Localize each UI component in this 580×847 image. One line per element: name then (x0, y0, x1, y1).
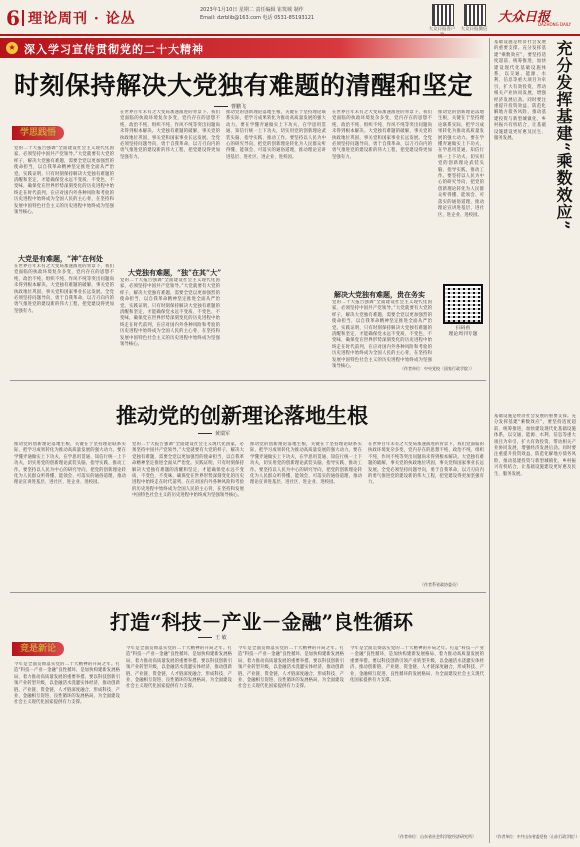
article3-author (198, 634, 227, 641)
wechat-qr-icon[interactable] (464, 4, 486, 26)
article1-col2b-text: 党的二十大报告强调“全面建设社会主义现代化国家，必须坚持中国共产党领导。”大党就要有大党的样子，解决大党独有难题，需要全党以更加强烈的使命担当，以自我革命精神坚定推进全面从严治党。实践证明，只有时刻保持解决大党独有难题的清醒和坚定，才能确保党永远不变质、不变色、不变味，确保党在世界形势深刻变化的历史进程中始终走在时代前列，在应对国内外各种风险和考验的历史进程中始终成为全国人民的主心骨，在坚持和发展中国特色社会主义的历史进程中始终成为坚强领导核心。 (120, 278, 220, 348)
wechat-qr-block[interactable] (460, 4, 488, 32)
client-qr-icon[interactable] (432, 4, 454, 26)
article1-col1-text: 党的二十大报告强调“全面建设社会主义现代化国家，必须坚持中国共产党领导。”大党就要有大党的样子，解决大党独有难题，需要全党以更加强烈的使命担当，以自我革命精神坚定推进全面从严治党。实践证明，只有时刻保持解决大党独有难题的清醒和坚定，才能确保党永远不变质、不变色、不变味，确保党在世界形势深刻变化的历史进程中始终走在时代前列，在应对国内外各种风险和考验的历史进程中始终成为全国人民的主心骨，在坚持和发展中国特色社会主义的历史进程中始终成为坚强领导核心。 (14, 146, 114, 216)
article1-author-name: 曹鹏飞 (231, 104, 247, 110)
edition-meta (200, 6, 380, 22)
article2-author (198, 430, 230, 437)
theme-banner-text: 深入学习宣传贯彻党的二十大精神 (24, 43, 204, 56)
article2-col4-text: 在世界百年未有之大变局加速演进的背景下，我们党面临的执政环境复杂多变，党内存在的思想不纯、政治不纯、组织不纯、作风不纯等突出问题尚未得到根本解决。大党独有难题的破解，事关党的执政地位巩固，事关党和国家事业长远发展。全党必须坚持问题导向，勇于自我革命，以刀刃向内的勇气推进党的建设新的伟大工程，把党建设得更加坚强有力。 (368, 442, 484, 486)
sidebar-col1-text: 基础设施是经济社会发展的重要支撑。充分发挥基建“乘数效应”，要坚持适度超前、统筹推进，加快建设现代化基础设施体系，以交通、能源、水利、信息等重大项目为牵引，扩大有效投资，带动相关产业协同发展，增强经济发展后劲。同时要注重提升投资效益，防范化解地方债务风险，推动基建投资与新型城镇化、乡村振兴有机结合，让基础设施建设更好惠及民生、服务发展。 (494, 40, 546, 142)
article1-title: 时刻保持解决大党独有难题的清醒和坚定 (14, 71, 474, 100)
article1-column-tag: 学思践悟 (12, 126, 64, 140)
special-topic-qr-pattern (445, 286, 481, 322)
wechat-qr-caption: 大众日报微信 (460, 27, 488, 32)
page-number-divider (22, 10, 24, 26)
author-dash (214, 106, 228, 107)
author-dash (198, 637, 212, 638)
special-topic-qr-caption: 扫码看 理论周刊专题 (448, 326, 478, 337)
article3-byline: （作者单位：山东省社会科学院经济研究所） (396, 834, 476, 839)
article1-col4b-text: 党的二十大报告强调“全面建设社会主义现代化国家，必须坚持中国共产党领导。”大党就要有大党的样子，解决大党独有难题，需要全党以更加强烈的使命担当，以自我革命精神坚定推进全面从严治党。实践证明，只有时刻保持解决大党独有难题的清醒和坚定，才能确保党永远不变质、不变色、不变味，确保党在世界形势深刻变化的历史进程中始终走在时代前列，在应对国内外各种风险和考验的历史进程中始终成为全国人民的主心骨，在坚持和发展中国特色社会主义的历史进程中始终成为坚强领导核心。 (332, 300, 432, 370)
newspaper-logo: 大众日报 (498, 10, 551, 25)
article2-title: 推动党的创新理论落地生根 (116, 403, 368, 428)
article3-col3-text: 今年是全面贯彻落实党的二十大精神的开局之年。打造“科技－产业－金融”良性循环，是加快构建新发展格局、着力推动高质量发展的重要举措。要以科技创新引领产业转型升级，以金融活水浇灌实体经济，推动创新链、产业链、资金链、人才链深度融合，形成科技、产业、金融相互促进、良性循环的发展格局，为全面建设社会主义现代化国家提供有力支撑。 (238, 646, 344, 690)
article1-subhead-3: 解决大党独有难题，贵在务实 (334, 290, 425, 299)
article3-author-name: 王 敏 (215, 635, 227, 641)
article1-subhead-2: 大党独有难题，“独”在其“大” (128, 268, 222, 277)
article2-byline: （作者系省政协委员） (420, 582, 460, 587)
article1-author (214, 103, 246, 110)
special-topic-qr-icon[interactable] (443, 284, 483, 324)
article1-col2-text: 在世界百年未有之大变局加速演进的背景下，我们党面临的执政环境复杂多变，党内存在的思想不纯、政治不纯、组织不纯、作风不纯等突出问题尚未得到根本解决。大党独有难题的破解，事关党的执政地位巩固，事关党和国家事业长远发展。全党必须坚持问题导向，勇于自我革命，以刀刃向内的勇气推进党的建设新的伟大工程，把党建设得更加坚强有力。 (120, 110, 220, 160)
sidebar-title: 充分发挥基建“乘数效应” (554, 40, 573, 231)
article1-col3-text: 推动党的创新理论落地生根，关键在于坚持理论联系实际，把学习成果转化为推动高质量发展的强大动力。要在学懂弄通做实上下功夫，在学思用贯通、知信行统一上下功夫，切实用党的创新理论武装头脑、指导实践、推动工作。要坚持以人民为中心的研究导向，把党的创新理论转化为人民群众听得懂、能领会、可落实的通俗道理，推动理论宣讲进基层、进社区、进企业、进校园。 (226, 110, 326, 160)
client-qr-caption: 大众日报客户 (428, 27, 456, 32)
article1-col1b-text: 在世界百年未有之大变局加速演进的背景下，我们党面临的执政环境复杂多变，党内存在的思想不纯、政治不纯、组织不纯、作风不纯等突出问题尚未得到根本解决。大党独有难题的破解，事关党的执政地位巩固，事关党和国家事业长远发展。全党必须坚持问题导向，勇于自我革命，以刀刃向内的勇气推进党的建设新的伟大工程，把党建设得更加坚强有力。 (14, 264, 114, 314)
edition-meta-line2: Email: dzrblib@163.com 电话 0531-85193121 (200, 15, 315, 21)
article1-col4-text: 在世界百年未有之大变局加速演进的背景下，我们党面临的执政环境复杂多变，党内存在的思想不纯、政治不纯、组织不纯、作风不纯等突出问题尚未得到根本解决。大党独有难题的破解，事关党的执政地位巩固，事关党和国家事业长远发展。全党必须坚持问题导向，勇于自我革命，以刀刃向内的勇气推进党的建设新的伟大工程，把党建设得更加坚强有力。 (332, 110, 432, 160)
client-qr-block[interactable] (428, 4, 456, 38)
section-title: 理论周刊 · 论丛 (28, 11, 136, 27)
party-emblem-icon: ★ (6, 42, 18, 54)
article3-col4-text: 今年是全面贯彻落实党的二十大精神的开局之年。打造“科技－产业－金融”良性循环，是加快构建新发展格局、着力推动高质量发展的重要举措。要以科技创新引领产业转型升级，以金融活水浇灌实体经济，推动创新链、产业链、资金链、人才链深度融合，形成科技、产业、金融相互促进、良性循环的发展格局，为全面建设社会主义现代化国家提供有力支撑。 (350, 646, 484, 684)
article3-title: 打造“科技－产业－金融”良性循环 (110, 610, 414, 634)
article1-col5-text: 推动党的创新理论落地生根，关键在于坚持理论联系实际，把学习成果转化为推动高质量发展的强大动力。要在学懂弄通做实上下功夫，在学思用贯通、知信行统一上下功夫，切实用党的创新理论武装头脑、指导实践、推动工作。要坚持以人民为中心的研究导向，把党的创新理论转化为人民群众听得懂、能领会、可落实的通俗道理，推动理论宣讲进基层、进社区、进企业、进校园。 (438, 110, 484, 218)
divider-1 (10, 380, 486, 381)
sidebar-byline: （作者单位：中共山东省委党校〔山东行政学院〕） (494, 834, 580, 839)
divider-2 (10, 592, 486, 593)
article1-subhead-1: 大党是有难题，“神”在何处 (18, 254, 104, 263)
header-rule (0, 34, 580, 36)
author-dash (198, 433, 212, 434)
article2-col1-text: 推动党的创新理论落地生根，关键在于坚持理论联系实际，把学习成果转化为推动高质量发展的强大动力。要在学懂弄通做实上下功夫，在学思用贯通、知信行统一上下功夫，切实用党的创新理论武装头脑、指导实践、推动工作。要坚持以人民为中心的研究导向，把党的创新理论转化为人民群众听得懂、能领会、可落实的通俗道理，推动理论宣讲进基层、进社区、进企业、进校园。 (14, 442, 126, 486)
sidebar-divider (489, 38, 490, 843)
article2-author-name: 黄瑞军 (215, 431, 231, 437)
article3-column-tag: 竞是新论 (12, 642, 64, 656)
newspaper-logo-sub: DAZHONG DAILY (538, 22, 572, 27)
page-number: 6 (6, 6, 20, 30)
sidebar-col2-text: 基础设施是经济社会发展的重要支撑。充分发挥基建“乘数效应”，要坚持适度超前、统筹推进，加快建设现代化基础设施体系，以交通、能源、水利、信息等重大项目为牵引，扩大有效投资，带动相关产业协同发展，增强经济发展后劲。同时要注重提升投资效益，防范化解地方债务风险，推动基建投资与新型城镇化、乡村振兴有机结合，让基础设施建设更好惠及民生、服务发展。 (494, 414, 576, 477)
article1-byline: （作者单位：中央党校〔国家行政学院〕） (400, 366, 474, 371)
article2-col2-text: 党的二十大报告强调“全面建设社会主义现代化国家，必须坚持中国共产党领导。”大党就要有大党的样子，解决大党独有难题，需要全党以更加强烈的使命担当，以自我革命精神坚定推进全面从严治党。实践证明，只有时刻保持解决大党独有难题的清醒和坚定，才能确保党永远不变质、不变色、不变味，确保党在世界形势深刻变化的历史进程中始终走在时代前列，在应对国内外各种风险和考验的历史进程中始终成为全国人民的主心骨，在坚持和发展中国特色社会主义的历史进程中始终成为坚强领导核心。 (132, 442, 244, 499)
edition-meta-line1: 2023年1月10日 星期二 责任编辑 崔筑城 制作 (200, 7, 304, 13)
article3-col2-text: 今年是全面贯彻落实党的二十大精神的开局之年。打造“科技－产业－金融”良性循环，是加快构建新发展格局、着力推动高质量发展的重要举措。要以科技创新引领产业转型升级，以金融活水浇灌实体经济，推动创新链、产业链、资金链、人才链深度融合，形成科技、产业、金融相互促进、良性循环的发展格局，为全面建设社会主义现代化国家提供有力支撑。 (126, 646, 232, 690)
article3-col1-text: 今年是全面贯彻落实党的二十大精神的开局之年。打造“科技－产业－金融”良性循环，是加快构建新发展格局、着力推动高质量发展的重要举措。要以科技创新引领产业转型升级，以金融活水浇灌实体经济，推动创新链、产业链、资金链、人才链深度融合，形成科技、产业、金融相互促进、良性循环的发展格局，为全面建设社会主义现代化国家提供有力支撑。 (14, 662, 120, 706)
article2-col3-text: 推动党的创新理论落地生根，关键在于坚持理论联系实际，把学习成果转化为推动高质量发展的强大动力。要在学懂弄通做实上下功夫，在学思用贯通、知信行统一上下功夫，切实用党的创新理论武装头脑、指导实践、推动工作。要坚持以人民为中心的研究导向，把党的创新理论转化为人民群众听得懂、能领会、可落实的通俗道理，推动理论宣讲进基层、进社区、进企业、进校园。 (250, 442, 362, 486)
